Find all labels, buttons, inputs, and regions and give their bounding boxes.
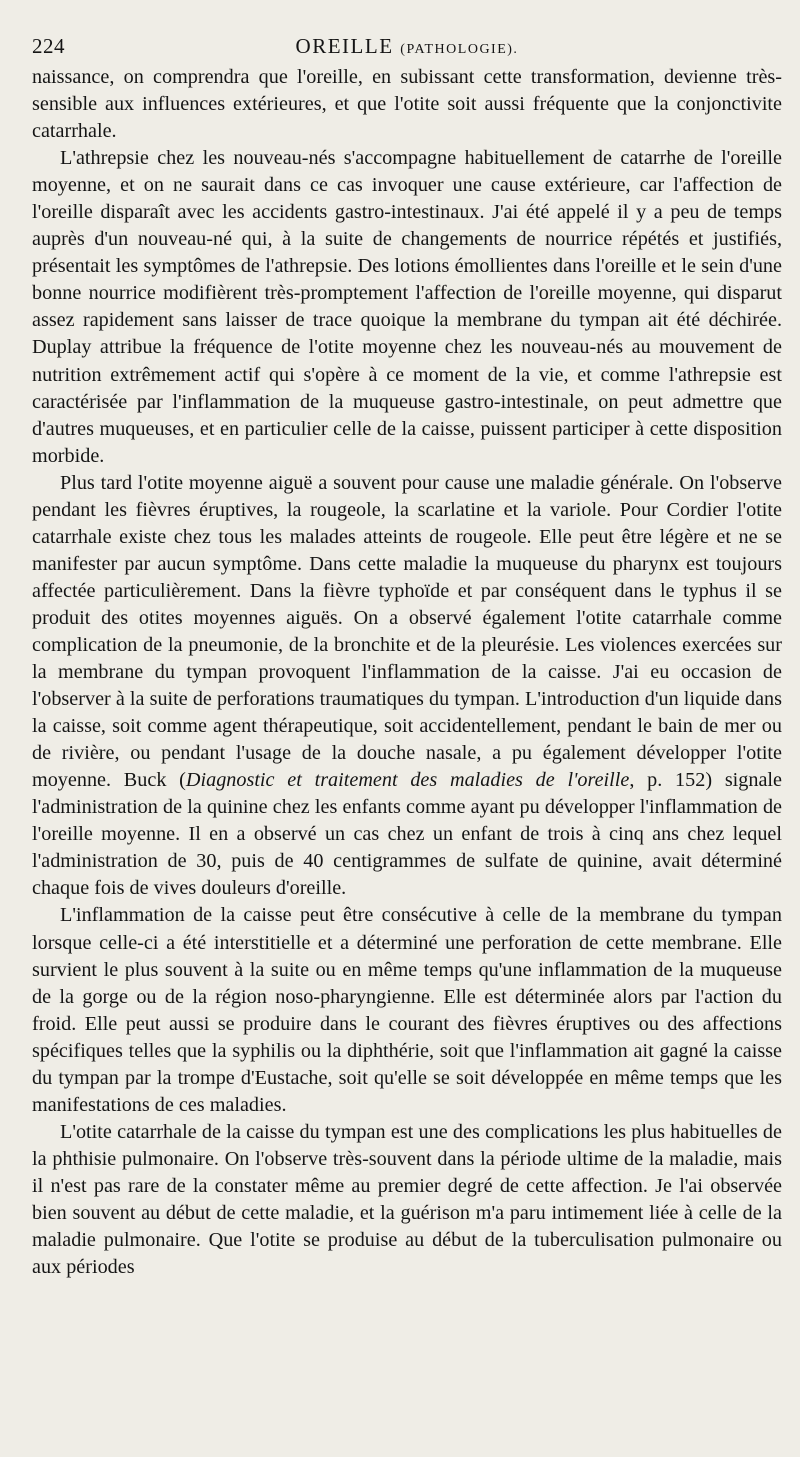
paragraph-1: naissance, on comprendra que l'oreille, en subissant cette transformation, devienne très-sensible aux influences extérieures, et que l'otite soit aussi fréquente que la conjonctivite catarrhale. [32, 66, 782, 143]
paragraph-5: L'otite catarrhale de la caisse du tympan est une des complications les plus habituelles de la phthisie pulmonaire. On l'observe très-souvent dans la période ultime de la maladie, mais il n'est pas rare de la constater même au premier degré de cette affection. Je l'ai observée bien souvent au début de cette maladie, et la guérison m'a paru intimement liée à celle de la maladie pulmonaire. Que l'otite se produise au début de la tuberculisation pulmonaire ou aux périodes [32, 1120, 782, 1279]
title-main: OREILLE [295, 34, 394, 58]
body-text [32, 64, 782, 1281]
paragraph-2: L'athrepsie chez les nouveau-nés s'accompagne habituellement de catarrhe de l'oreille moyenne, et on ne saurait dans ce cas invoquer une cause extérieure, car l'affection de l'oreille disparaît avec les accidents gastro-intestinaux. J'ai été appelé il y a peu de temps auprès d'un nouveau-né qui, à la suite de changements de nourrice répétés et justifiés, présentait les symptômes de l'athrepsie. Des lotions émollientes dans l'oreille et le sein d'une bonne nourrice modifièrent très-promptement l'affection de l'oreille moyenne, qui disparut assez rapidement sans laisser de trace quoique la membrane du tympan ait été déchirée. Duplay attribue la fréquence de l'otite moyenne chez les nouveau-nés au mouvement de nutrition extrêmement actif qui s'opère à ce moment de la vie, et comme l'athrepsie est caractérisée par l'inflammation de la muqueuse gastro-intestinale, on peut admettre que d'autres muqueuses, et en particulier celle de la caisse, puissent participer à cette disposition morbide. [32, 147, 782, 467]
page-number: 224 [32, 34, 65, 58]
paragraph-3 [32, 470, 782, 903]
paragraph-3-text-after: , p. 152) signale l'administration de la quinine chez les enfants comme ayant pu développer l'inflammation de l'oreille moyenne. Il en a observé un cas chez un enfant de trois à cinq ans chez lequel l'administration de 30, puis de 40 centigrammes de sulfate de quinine, avait déterminé chaque fois de vives douleurs d'oreille. [32, 769, 782, 900]
title-subtitle: (PATHOLOGIE). [400, 42, 519, 57]
book-title-citation: Diagnostic et traitement des maladies de l'oreille [185, 769, 630, 792]
paragraph-4: L'inflammation de la caisse peut être consécutive à celle de la membrane du tympan lorsque celle-ci a été interstitielle et a déterminé une perforation de cette membrane. Elle survient le plus souvent à la suite ou en même temps qu'une inflammation de la muqueuse de la gorge ou de la région noso-pharyngienne. Elle est déterminée alors par l'action du froid. Elle peut aussi se produire dans le courant des fièvres éruptives ou des affections spécifiques telles que la syphilis ou la diphthérie, soit que l'inflammation ait gagné la caisse du tympan par la trompe d'Eustache, soit qu'elle se soit développée en même temps que les manifestations de ces maladies. [32, 904, 782, 1116]
running-header [32, 30, 782, 64]
paragraph-3-text-before: Plus tard l'otite moyenne aiguë a souvent pour cause une maladie générale. On l'observe pendant les fièvres éruptives, la rougeole, la scarlatine et la variole. Pour Cordier l'otite catarrhale existe chez tous les malades atteints de rougeole. Elle peut être légère et ne se manifester par aucun symptôme. Dans cette maladie la muqueuse du pharynx est toujours affectée particulièrement. Dans la fièvre typhoïde et par conséquent dans le typhus il se produit des otites moyennes aiguës. On a observé également l'otite catarrhale comme complication de la pneumonie, de la bronchite et de la pleurésie. Les violences exercées sur la membrane du tympan provoquent l'inflammation de la caisse. J'ai eu occasion de l'observer à la suite de perforations traumatiques du tympan. L'introduction d'un liquide dans la caisse, soit comme agent thérapeutique, soit accidentellement, pendant le bain de mer ou de rivière, ou pendant l'usage de la douche nasale, a pu également développer l'otite moyenne. Buck ( [32, 471, 782, 792]
running-title [32, 34, 782, 59]
